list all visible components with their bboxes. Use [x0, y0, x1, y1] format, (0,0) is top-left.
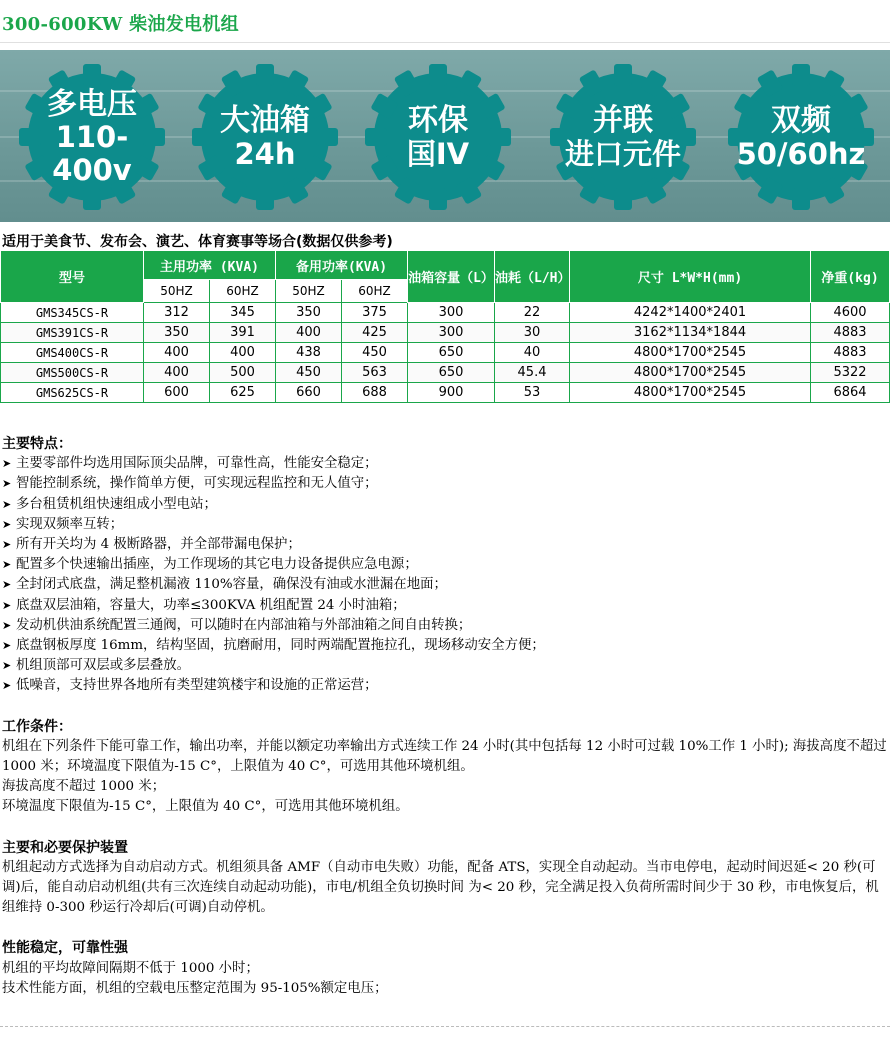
- list-item: ➤ 多台租赁机组快速组成小型电站；: [2, 495, 888, 515]
- arrow-right-icon: ➤: [2, 497, 12, 511]
- cell-prime-60: 345: [210, 303, 276, 323]
- cell-prime-50: 400: [144, 363, 210, 383]
- description-content: [2, 434, 888, 999]
- cell-prime-60: 625: [210, 383, 276, 403]
- conditions-temperature: 环境温度下限值为-15 C°，上限值为 40 C°，可选用其他环境机组。: [2, 799, 409, 815]
- list-item: ➤ 配置多个快速输出插座，为工作现场的其它电力设备提供应急电源；: [2, 555, 888, 575]
- list-item: ➤ 实现双频率互转；: [2, 515, 888, 535]
- cell-size: 4800*1700*2545: [570, 343, 811, 363]
- cell-model: GMS625CS-R: [1, 383, 144, 403]
- header-standby-60hz: 60HZ: [342, 280, 408, 303]
- arrow-right-icon: ➤: [2, 659, 12, 673]
- arrow-right-icon: ➤: [2, 578, 12, 592]
- badge-multi-voltage: 多电压 110-400v: [17, 62, 167, 212]
- table-row: [1, 323, 890, 343]
- cell-size: 3162*1134*1844: [570, 323, 811, 343]
- badge-eco: 环保 国IV: [363, 62, 513, 212]
- spec-table: [0, 250, 890, 403]
- table-row: [1, 303, 890, 323]
- badge-big-tank: 大油箱 24h: [190, 62, 340, 212]
- list-item: ➤ 主要零部件均选用国际顶尖品牌，可靠性高，性能安全稳定；: [2, 454, 888, 474]
- protection-text: 机组起动方式选择为自动启动方式。机组须具备 AMF（自动市电失败）功能，配备 ATS，实现全自动起动。当市电停电，起动时间迟延< 20 秒(可调)后，能自动启动机组(共有三次连续自动起动功能)，市电/机组全负切换时间 为< 20 秒，完全满足投入负荷所需时间少于 30 秒，市电恢复后，机组维持 0-300 秒运行冷却后(可调)自动停机。: [2, 859, 879, 916]
- cell-fuel: 53: [495, 383, 570, 403]
- conditions-text: 机组在下列条件下能可靠工作，输出功率，并能以额定功率输出方式连续工作 24 小时(其中包括每 12 小时可过载 10%工作 1 小时); 海拔高度不超过 1000 米；环境温度下限值为-15 C°，上限值为 40 C°，可选用其他环境机组。: [2, 738, 887, 775]
- arrow-right-icon: ➤: [2, 558, 12, 572]
- list-item: ➤ 低噪音，支持世界各地所有类型建筑楼宇和设施的正常运营；: [2, 676, 888, 696]
- table-row: [1, 383, 890, 403]
- header-fuel: 油耗（L/H）: [495, 251, 570, 303]
- features-heading: 主要特点：: [2, 436, 72, 452]
- features-list: [2, 454, 888, 696]
- title-divider: [0, 42, 890, 43]
- cell-tank: 900: [408, 383, 495, 403]
- cell-weight: 6864: [811, 383, 890, 403]
- header-tank: 油箱容量（L）: [408, 251, 495, 303]
- usage-subtitle: 适用于美食节、发布会、演艺、体育赛事等场合(数据仅供参考): [2, 234, 393, 250]
- badge-parallel: 并联 进口元件: [548, 62, 698, 212]
- cell-standby-50: 350: [276, 303, 342, 323]
- cell-weight: 5322: [811, 363, 890, 383]
- cell-fuel: 22: [495, 303, 570, 323]
- cell-prime-50: 600: [144, 383, 210, 403]
- feature-banner: [0, 50, 890, 222]
- cell-model: GMS391CS-R: [1, 323, 144, 343]
- stability-voltage: 技术性能方面，机组的空载电压整定范围为 95-105%额定电压；: [2, 980, 388, 996]
- list-item: ➤ 所有开关均为 4 极断路器，并全部带漏电保护；: [2, 535, 888, 555]
- arrow-right-icon: ➤: [2, 618, 12, 632]
- arrow-right-icon: ➤: [2, 639, 12, 653]
- cell-prime-60: 500: [210, 363, 276, 383]
- cell-prime-60: 400: [210, 343, 276, 363]
- cell-standby-50: 660: [276, 383, 342, 403]
- header-prime-50hz: 50HZ: [144, 280, 210, 303]
- list-item: ➤ 底盘双层油箱，容量大，功率≤300KVA 机组配置 24 小时油箱；: [2, 596, 888, 616]
- cell-prime-60: 391: [210, 323, 276, 343]
- arrow-right-icon: ➤: [2, 517, 12, 531]
- cell-prime-50: 312: [144, 303, 210, 323]
- cell-standby-50: 438: [276, 343, 342, 363]
- cell-fuel: 30: [495, 323, 570, 343]
- header-standby-power: 备用功率(KVA): [276, 251, 408, 280]
- stability-mtbf: 机组的平均故障间隔期不低于 1000 小时；: [2, 960, 259, 976]
- cell-fuel: 45.4: [495, 363, 570, 383]
- cell-standby-60: 688: [342, 383, 408, 403]
- list-item: ➤ 智能控制系统，操作简单方便，可实现远程监控和无人值守；: [2, 474, 888, 494]
- cell-tank: 300: [408, 303, 495, 323]
- arrow-right-icon: ➤: [2, 598, 12, 612]
- cell-tank: 650: [408, 343, 495, 363]
- arrow-right-icon: ➤: [2, 538, 12, 552]
- arrow-right-icon: ➤: [2, 679, 12, 693]
- cell-standby-60: 375: [342, 303, 408, 323]
- page-title: 300-600KW 柴油发电机组: [2, 14, 239, 35]
- header-weight: 净重(kg): [811, 251, 890, 303]
- cell-weight: 4600: [811, 303, 890, 323]
- cell-size: 4800*1700*2545: [570, 363, 811, 383]
- cell-size: 4800*1700*2545: [570, 383, 811, 403]
- header-size: 尺寸 L*W*H(mm): [570, 251, 811, 303]
- cell-fuel: 40: [495, 343, 570, 363]
- protection-heading: 主要和必要保护装置: [2, 839, 128, 856]
- table-row: [1, 343, 890, 363]
- cell-model: GMS400CS-R: [1, 343, 144, 363]
- list-item: ➤ 发动机供油系统配置三通阀，可以随时在内部油箱与外部油箱之间自由转换；: [2, 616, 888, 636]
- cell-weight: 4883: [811, 343, 890, 363]
- conditions-heading: 工作条件：: [2, 718, 72, 735]
- cell-model: GMS500CS-R: [1, 363, 144, 383]
- header-standby-50hz: 50HZ: [276, 280, 342, 303]
- cell-standby-60: 563: [342, 363, 408, 383]
- conditions-altitude: 海拔高度不超过 1000 米；: [2, 779, 166, 795]
- arrow-right-icon: ➤: [2, 477, 12, 491]
- table-row: [1, 363, 890, 383]
- list-item: ➤ 机组顶部可双层或多层叠放。: [2, 656, 888, 676]
- cell-standby-60: 450: [342, 343, 408, 363]
- arrow-right-icon: ➤: [2, 457, 12, 471]
- cell-weight: 4883: [811, 323, 890, 343]
- cell-standby-60: 425: [342, 323, 408, 343]
- cell-tank: 300: [408, 323, 495, 343]
- cell-prime-50: 400: [144, 343, 210, 363]
- stability-heading: 性能稳定，可靠性强: [2, 940, 128, 957]
- list-item: ➤ 底盘钢板厚度 16mm，结构坚固，抗磨耐用，同时两端配置拖拉孔，现场移动安全方便；: [2, 636, 888, 656]
- cell-tank: 650: [408, 363, 495, 383]
- cell-standby-50: 450: [276, 363, 342, 383]
- cell-size: 4242*1400*2401: [570, 303, 811, 323]
- badge-dual-frequency: 双频 50/60hz: [726, 62, 876, 212]
- header-prime-power: 主用功率 (KVA): [144, 251, 276, 280]
- cell-standby-50: 400: [276, 323, 342, 343]
- cell-prime-50: 350: [144, 323, 210, 343]
- header-model: 型号: [1, 251, 144, 303]
- header-prime-60hz: 60HZ: [210, 280, 276, 303]
- cell-model: GMS345CS-R: [1, 303, 144, 323]
- list-item: ➤ 全封闭式底盘，满足整机漏液 110%容量，确保没有油或水泄漏在地面；: [2, 575, 888, 595]
- bottom-divider: [0, 1026, 890, 1028]
